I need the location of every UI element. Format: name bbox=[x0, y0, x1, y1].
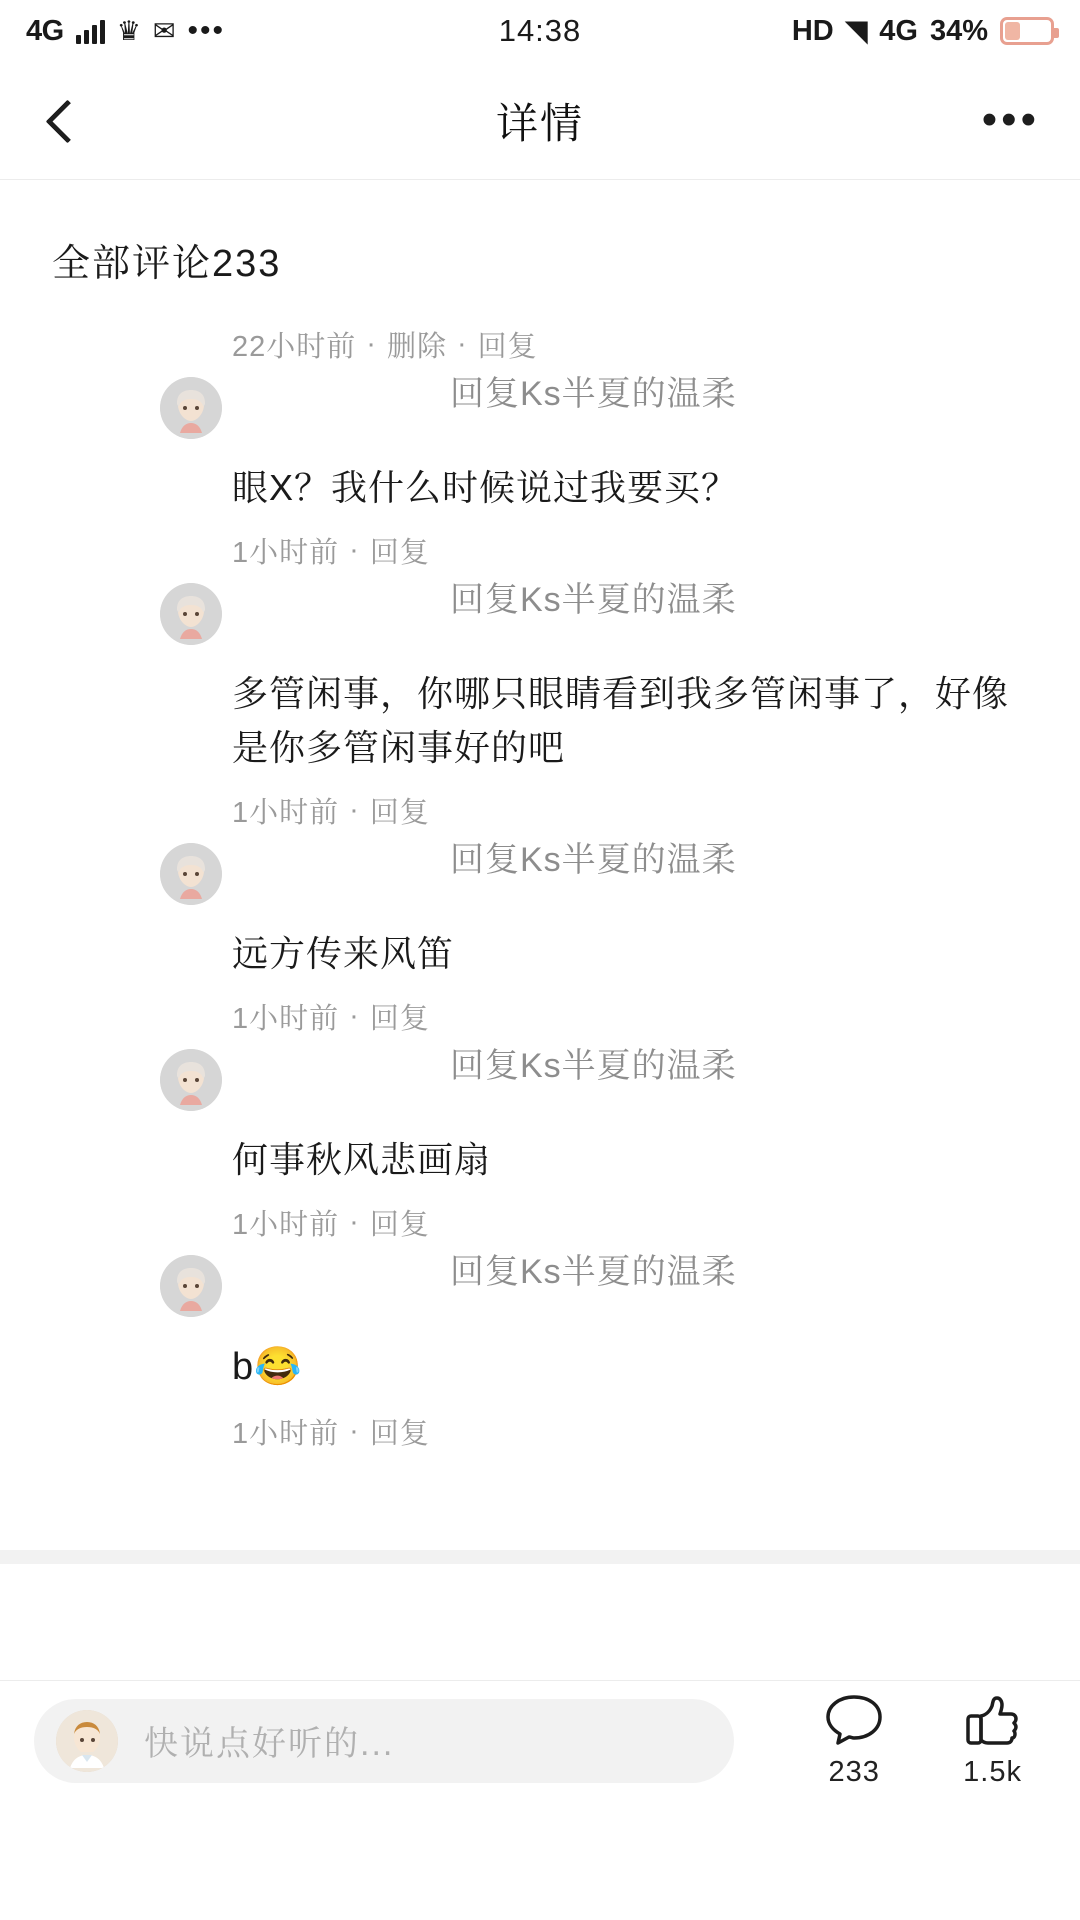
mail-icon: ✉ bbox=[152, 15, 176, 46]
comment-meta-row bbox=[0, 1402, 1080, 1460]
comment-header bbox=[0, 579, 1080, 657]
comment-text: 远方传来风笛 bbox=[232, 933, 455, 974]
status-bar-clock: 14:38 bbox=[498, 13, 582, 48]
comment-header bbox=[0, 1251, 1080, 1329]
comment-count-button[interactable] bbox=[823, 1692, 885, 1789]
battery-percent-label: 34% bbox=[929, 14, 988, 47]
reply-username[interactable]: Ks半夏的温柔 bbox=[520, 581, 737, 619]
ellipsis-icon[interactable]: ••• bbox=[981, 95, 1040, 145]
list-bottom-spacer bbox=[0, 1460, 1080, 1550]
reply-prefix-label: 回复 bbox=[450, 1047, 520, 1085]
reply-target bbox=[450, 579, 737, 622]
reply-button[interactable]: 回复 bbox=[369, 1002, 430, 1035]
avatar bbox=[56, 1710, 118, 1772]
reply-target bbox=[450, 1251, 737, 1294]
reply-target bbox=[450, 839, 737, 882]
nav-bar bbox=[0, 62, 1080, 180]
reply-target bbox=[450, 1045, 737, 1088]
list-item[interactable] bbox=[0, 579, 1080, 839]
comment-meta-row bbox=[0, 315, 1080, 373]
network-type-right-label: 4G bbox=[879, 14, 918, 47]
reply-button[interactable]: 回复 bbox=[369, 1417, 430, 1450]
comment-count-label: 233 bbox=[828, 1756, 880, 1788]
meta-separator: · bbox=[456, 327, 468, 360]
ellipsis-icon: ••• bbox=[187, 14, 226, 47]
comment-meta-row bbox=[0, 1193, 1080, 1251]
like-count-label: 1.5k bbox=[963, 1756, 1022, 1788]
network-type-label: 4G bbox=[26, 14, 64, 47]
comment-text: 多管闲事，你哪只眼睛看到我多管闲事了，好像是你多管闲事好的吧 bbox=[232, 673, 1010, 768]
reply-prefix-label: 回复 bbox=[450, 1253, 520, 1291]
reply-button[interactable]: 回复 bbox=[369, 796, 430, 829]
reply-prefix-label: 回复 bbox=[450, 841, 520, 879]
comment-time: 22小时前 bbox=[232, 330, 357, 363]
comment-header bbox=[0, 373, 1080, 451]
comment-time: 1小时前 bbox=[232, 1002, 340, 1035]
comment-text: 眼X？我什么时候说过我要买？ bbox=[232, 467, 739, 508]
delete-button[interactable]: 删除 bbox=[386, 330, 447, 363]
crown-icon: ♛ bbox=[116, 15, 141, 46]
meta-separator: · bbox=[349, 793, 360, 826]
list-item[interactable] bbox=[0, 373, 1080, 579]
comment-meta-row bbox=[0, 987, 1080, 1045]
reply-button[interactable]: 回复 bbox=[369, 1208, 430, 1241]
section-divider bbox=[0, 1550, 1080, 1564]
reply-prefix-label: 回复 bbox=[450, 581, 520, 619]
list-item[interactable] bbox=[0, 839, 1080, 1045]
comment-input[interactable] bbox=[34, 1699, 734, 1783]
comment-time: 1小时前 bbox=[232, 1417, 340, 1450]
reply-prefix-label: 回复 bbox=[450, 375, 520, 413]
reply-username[interactable]: Ks半夏的温柔 bbox=[520, 1047, 737, 1085]
meta-separator: · bbox=[349, 533, 360, 566]
reply-target bbox=[450, 373, 737, 416]
comment-header bbox=[0, 1045, 1080, 1123]
comment-time: 1小时前 bbox=[232, 1208, 340, 1241]
all-comments-title: 全部评论233 bbox=[52, 243, 282, 285]
thumbs-up-icon bbox=[964, 1692, 1022, 1750]
meta-separator: · bbox=[349, 999, 360, 1032]
list-item[interactable] bbox=[0, 1045, 1080, 1251]
comment-time: 1小时前 bbox=[232, 796, 340, 829]
comment-header bbox=[0, 839, 1080, 917]
reply-username[interactable]: Ks半夏的温柔 bbox=[520, 1253, 737, 1291]
comment-text: b😂 bbox=[232, 1346, 303, 1388]
avatar[interactable] bbox=[160, 377, 222, 439]
comment-meta-row bbox=[0, 521, 1080, 579]
status-bar bbox=[0, 0, 1080, 62]
list-item[interactable] bbox=[0, 1251, 1080, 1460]
comment-input-placeholder: 快说点好听的... bbox=[144, 1725, 395, 1763]
meta-separator: · bbox=[349, 1414, 360, 1447]
like-button[interactable] bbox=[963, 1692, 1022, 1789]
comment-text: 何事秋风悲画扇 bbox=[232, 1139, 492, 1180]
comment-meta-row bbox=[0, 781, 1080, 839]
avatar[interactable] bbox=[160, 1049, 222, 1111]
battery-icon bbox=[1000, 17, 1054, 45]
reply-button[interactable]: 回复 bbox=[477, 330, 538, 363]
hd-label: HD bbox=[791, 14, 834, 47]
avatar[interactable] bbox=[160, 1255, 222, 1317]
page-title: 详情 bbox=[495, 99, 584, 147]
reply-username[interactable]: Ks半夏的温柔 bbox=[520, 375, 737, 413]
comments-scroll-area[interactable] bbox=[0, 180, 1080, 1800]
meta-separator: · bbox=[349, 1205, 360, 1238]
comment-composer-bar bbox=[0, 1680, 1080, 1800]
comment-bubble-icon bbox=[823, 1692, 885, 1750]
meta-separator: · bbox=[366, 327, 377, 360]
avatar[interactable] bbox=[160, 583, 222, 645]
wifi-icon: ◥ bbox=[845, 15, 868, 46]
reply-button[interactable]: 回复 bbox=[369, 536, 430, 569]
comment-time: 1小时前 bbox=[232, 536, 340, 569]
composer-actions bbox=[823, 1692, 1046, 1789]
avatar[interactable] bbox=[160, 843, 222, 905]
reply-username[interactable]: Ks半夏的温柔 bbox=[520, 841, 737, 879]
